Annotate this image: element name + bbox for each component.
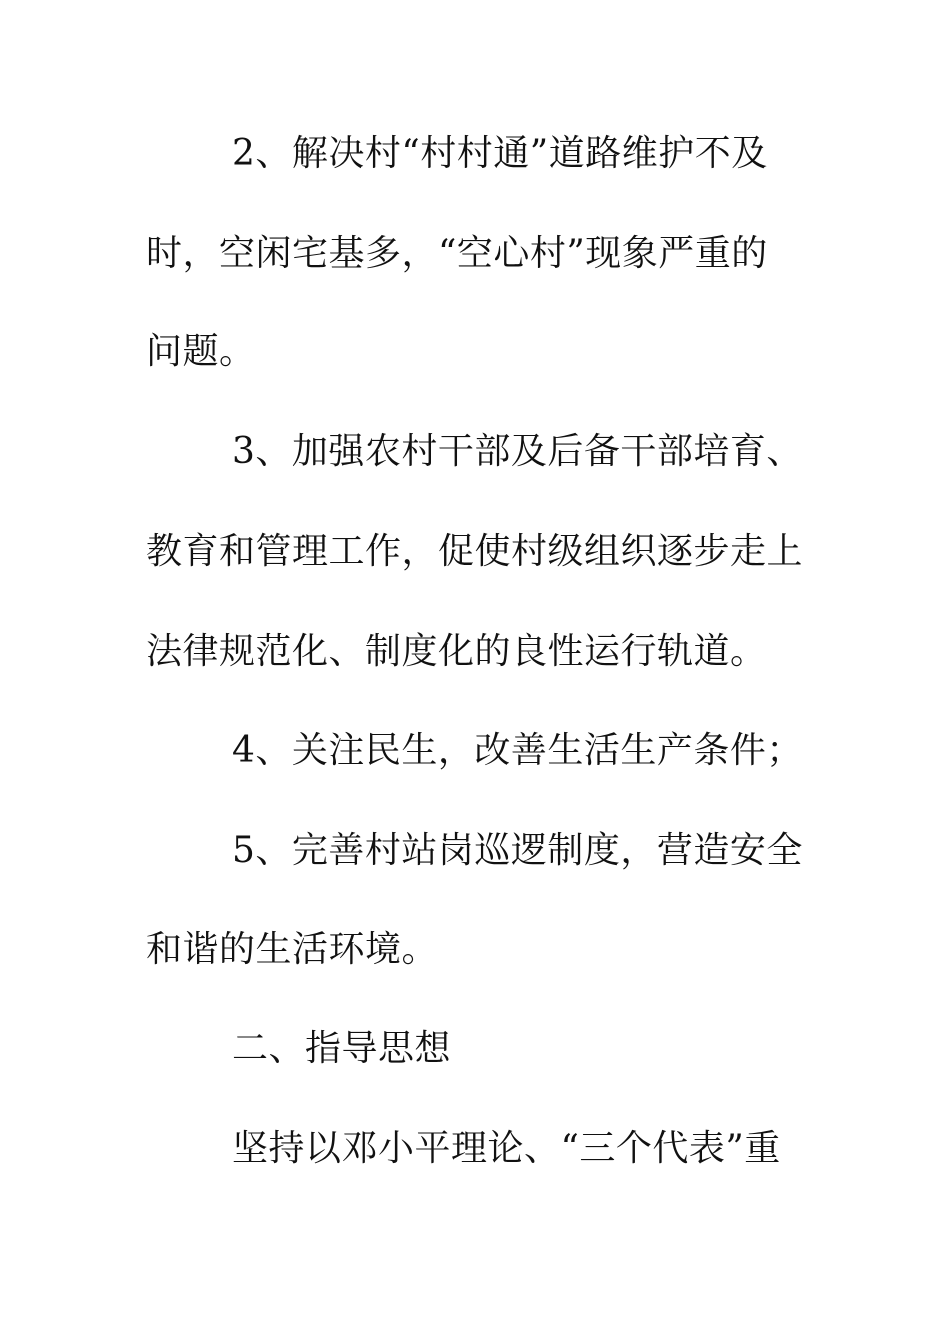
item-5-line-2: 和谐的生活环境。 — [146, 929, 439, 970]
item-3-line-2: 教育和管理工作，促使村级组织逐步走上 — [146, 531, 804, 572]
item-5-line-1: 5、完善村站岗巡逻制度，营造安全 — [232, 830, 803, 871]
item-4-line-1: 4、关注民生，改善生活生产条件； — [232, 730, 803, 771]
item-2-line-2: 时，空闲宅基多，“空心村”现象严重的 — [146, 233, 768, 274]
item-3-line-3: 法律规范化、制度化的良性运行轨道。 — [146, 631, 767, 672]
paragraph-line-1: 坚持以邓小平理论、“三个代表”重 — [232, 1128, 781, 1169]
section-heading: 二、指导思想 — [232, 1028, 452, 1069]
item-2-line-1: 2、解决村“村村通”道路维护不及 — [232, 133, 768, 174]
item-3-line-1: 3、加强农村干部及后备干部培育、 — [232, 431, 803, 472]
item-2-line-3: 问题。 — [146, 331, 256, 372]
